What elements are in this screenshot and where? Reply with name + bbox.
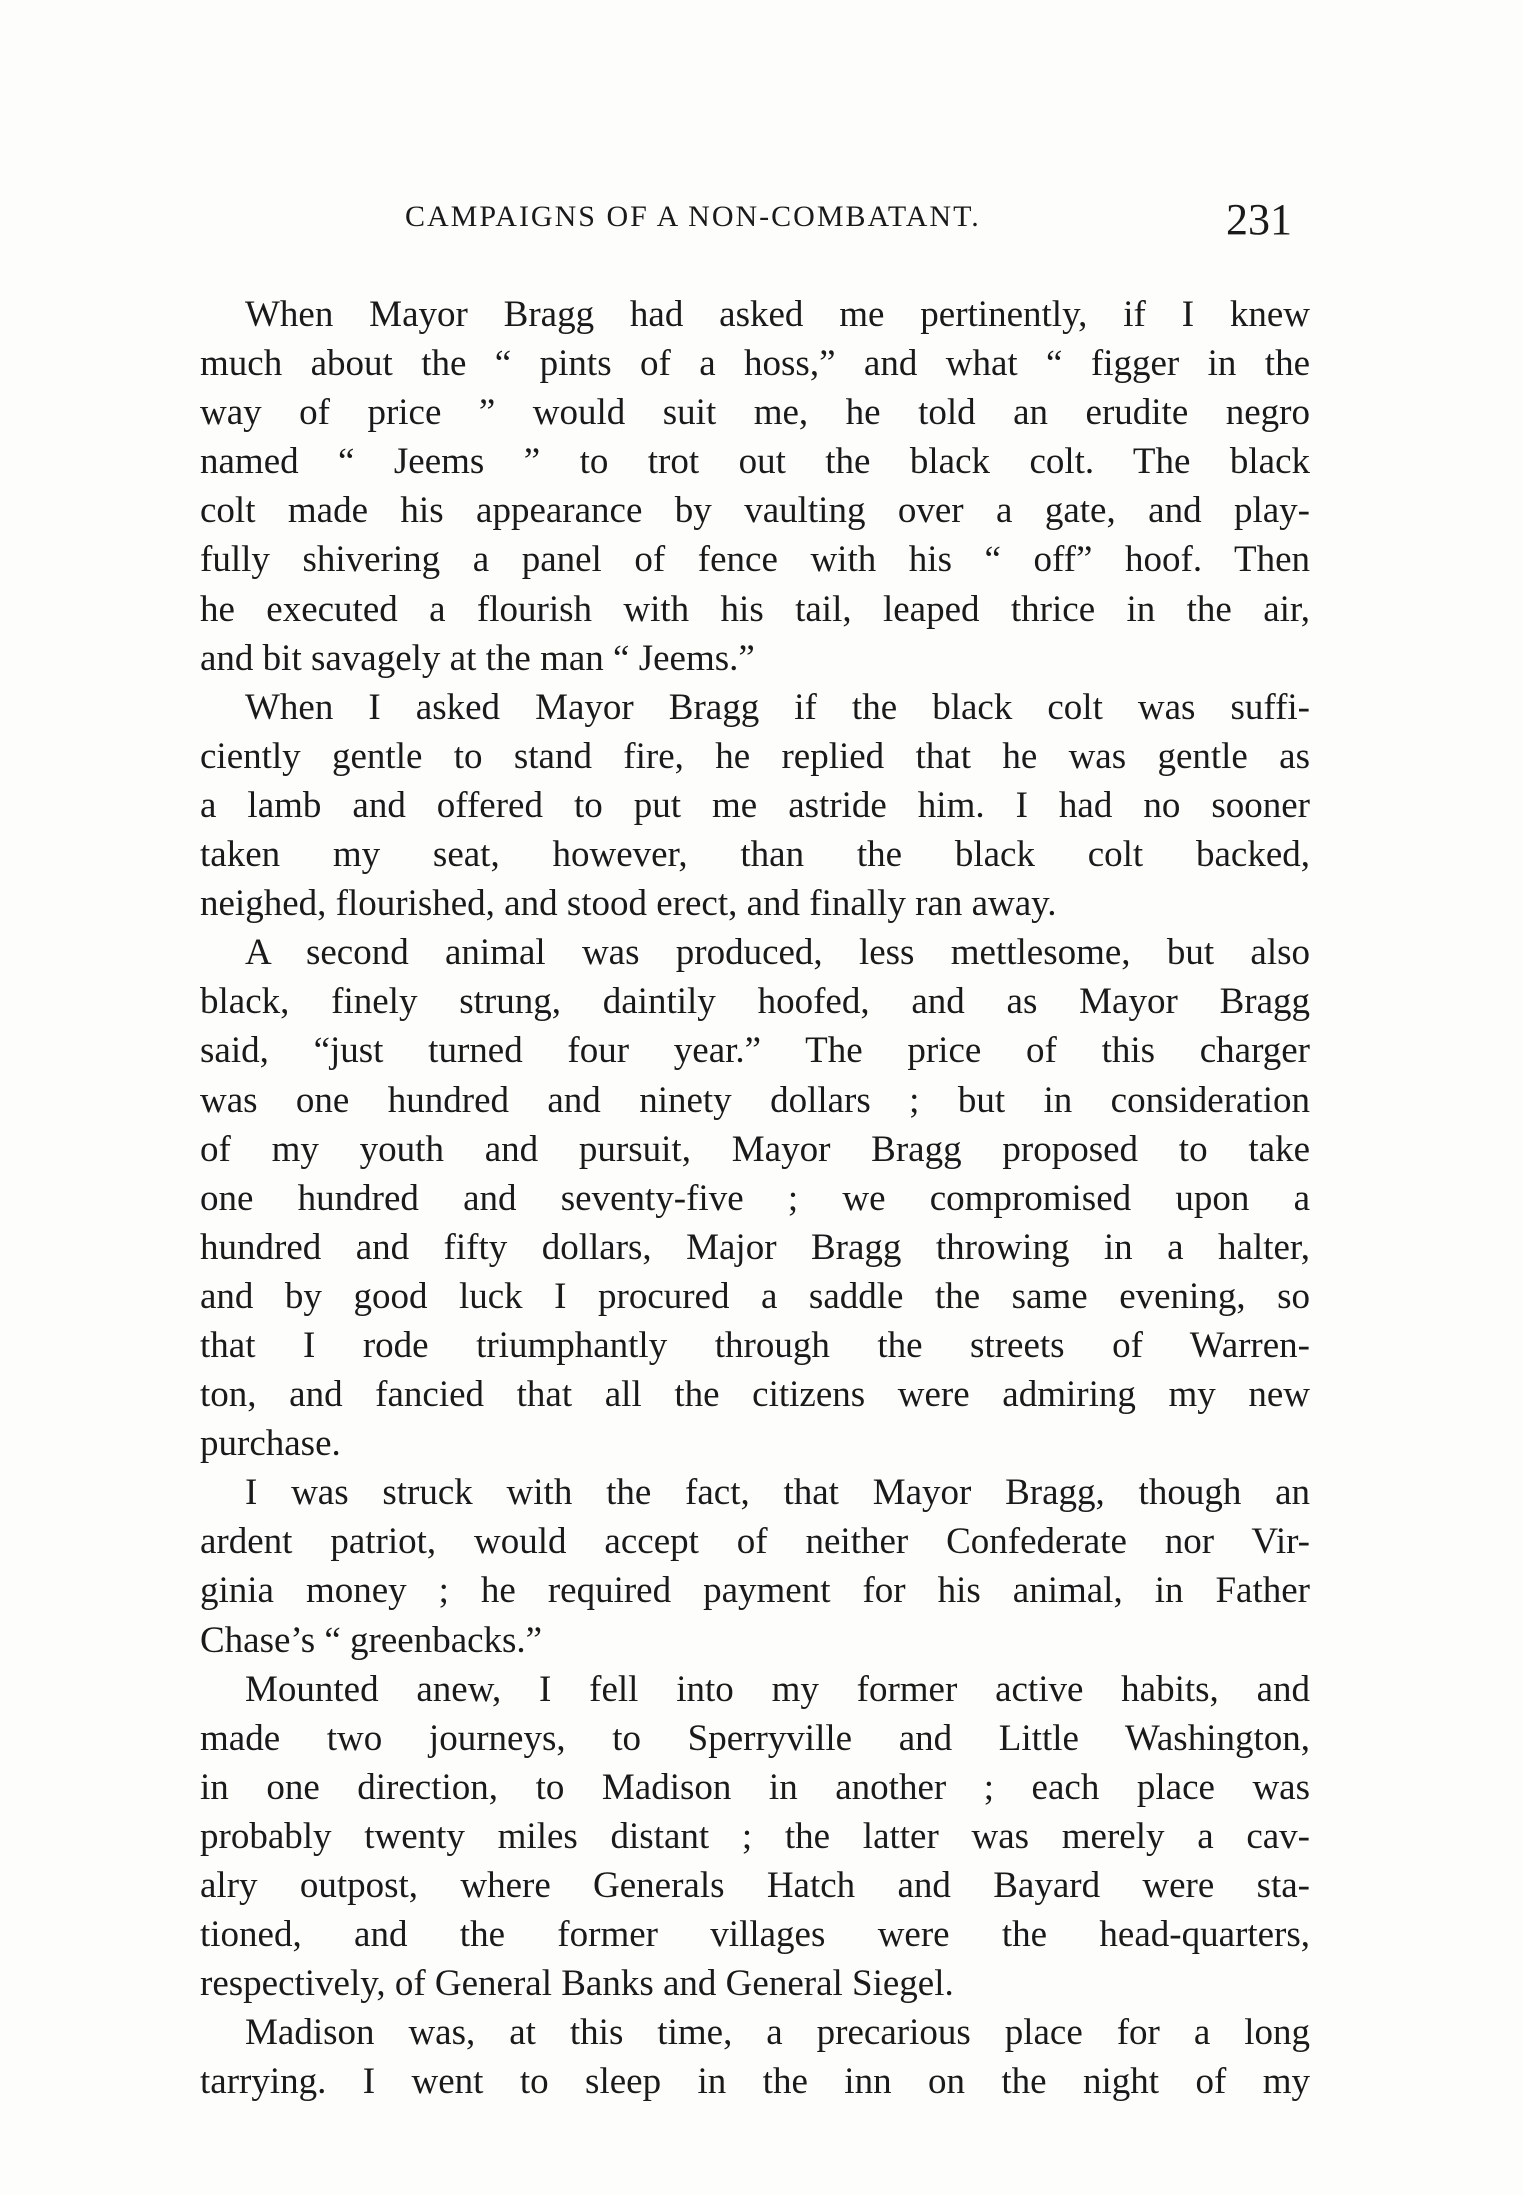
text-line: he executed a flourish with his tail, leaped thrice in the air, bbox=[200, 588, 1310, 630]
text-line: way of price ” would suit me, he told an erudite negro bbox=[200, 392, 1310, 434]
text-line: Mounted anew, I fell into my former active habits, and bbox=[245, 1668, 1310, 1710]
text-line: neighed, flourished, and stood erect, and finally ran away. bbox=[200, 883, 1057, 925]
text-line: of my youth and pursuit, Mayor Bragg proposed to take bbox=[200, 1128, 1310, 1170]
text-line: Chase’s “ greenbacks.” bbox=[200, 1619, 543, 1661]
text-line: respectively, of General Banks and General Siegel. bbox=[200, 1963, 954, 2005]
text-line: that I rode triumphantly through the streets of Warren- bbox=[200, 1324, 1310, 1366]
text-line: black, finely strung, daintily hoofed, and as Mayor Bragg bbox=[200, 981, 1310, 1023]
text-line: When Mayor Bragg had asked me pertinently, if I knew bbox=[245, 294, 1310, 335]
text-line: When I asked Mayor Bragg if the black colt was suffi- bbox=[245, 686, 1310, 728]
text-line: made two journeys, to Sperryville and Little Washington, bbox=[200, 1717, 1310, 1759]
text-line: one hundred and seventy-five ; we compromised upon a bbox=[200, 1177, 1310, 1219]
text-line: ton, and fancied that all the citizens were admiring my new bbox=[200, 1374, 1310, 1416]
text-line: in one direction, to Madison in another ; each place was bbox=[200, 1766, 1310, 1808]
text-line: tioned, and the former villages were the head-quarters, bbox=[200, 1914, 1310, 1956]
text-line: tarrying. I went to sleep in the inn on the night of my bbox=[200, 2061, 1310, 2103]
text-line: much about the “ pints of a hoss,” and what “ figger in the bbox=[200, 343, 1310, 385]
running-head: CAMPAIGNS OF A NON-COMBATANT. bbox=[405, 200, 981, 233]
text-line: Madison was, at this time, a precarious place for a long bbox=[245, 2012, 1310, 2054]
text-line: probably twenty miles distant ; the latter was merely a cav- bbox=[200, 1815, 1310, 1857]
text-line: colt made his appearance by vaulting over a gate, and play- bbox=[200, 490, 1310, 532]
text-line: a lamb and offered to put me astride him. I had no sooner bbox=[200, 784, 1310, 826]
text-line: ardent patriot, would accept of neither Confederate nor Vir- bbox=[200, 1521, 1310, 1563]
text-line: alry outpost, where Generals Hatch and Bayard were sta- bbox=[200, 1865, 1310, 1906]
text-line: A second animal was produced, less mettlesome, but also bbox=[245, 932, 1310, 974]
text-line: ginia money ; he required payment for his animal, in Father bbox=[200, 1570, 1310, 1612]
text-line: said, “just turned four year.” The price of this charger bbox=[200, 1030, 1310, 1072]
text-line: taken my seat, however, than the black colt backed, bbox=[200, 834, 1310, 876]
text-line: was one hundred and ninety dollars ; but in consideration bbox=[200, 1079, 1310, 1121]
page-number: 231 bbox=[1226, 195, 1292, 244]
text-line: and by good luck I procured a saddle the same evening, so bbox=[200, 1275, 1310, 1317]
text-line: ciently gentle to stand fire, he replied that he was gentle as bbox=[200, 735, 1310, 777]
text-line: fully shivering a panel of fence with his “ off” hoof. Then bbox=[200, 539, 1310, 581]
text-line: named “ Jeems ” to trot out the black colt. The black bbox=[200, 441, 1310, 483]
text-line: hundred and fifty dollars, Major Bragg throwing in a halter, bbox=[200, 1226, 1310, 1268]
text-line: and bit savagely at the man “ Jeems.” bbox=[200, 637, 755, 679]
text-line: I was struck with the fact, that Mayor Bragg, though an bbox=[245, 1472, 1310, 1514]
text-line: purchase. bbox=[200, 1423, 341, 1465]
body-text bbox=[200, 290, 1310, 2106]
